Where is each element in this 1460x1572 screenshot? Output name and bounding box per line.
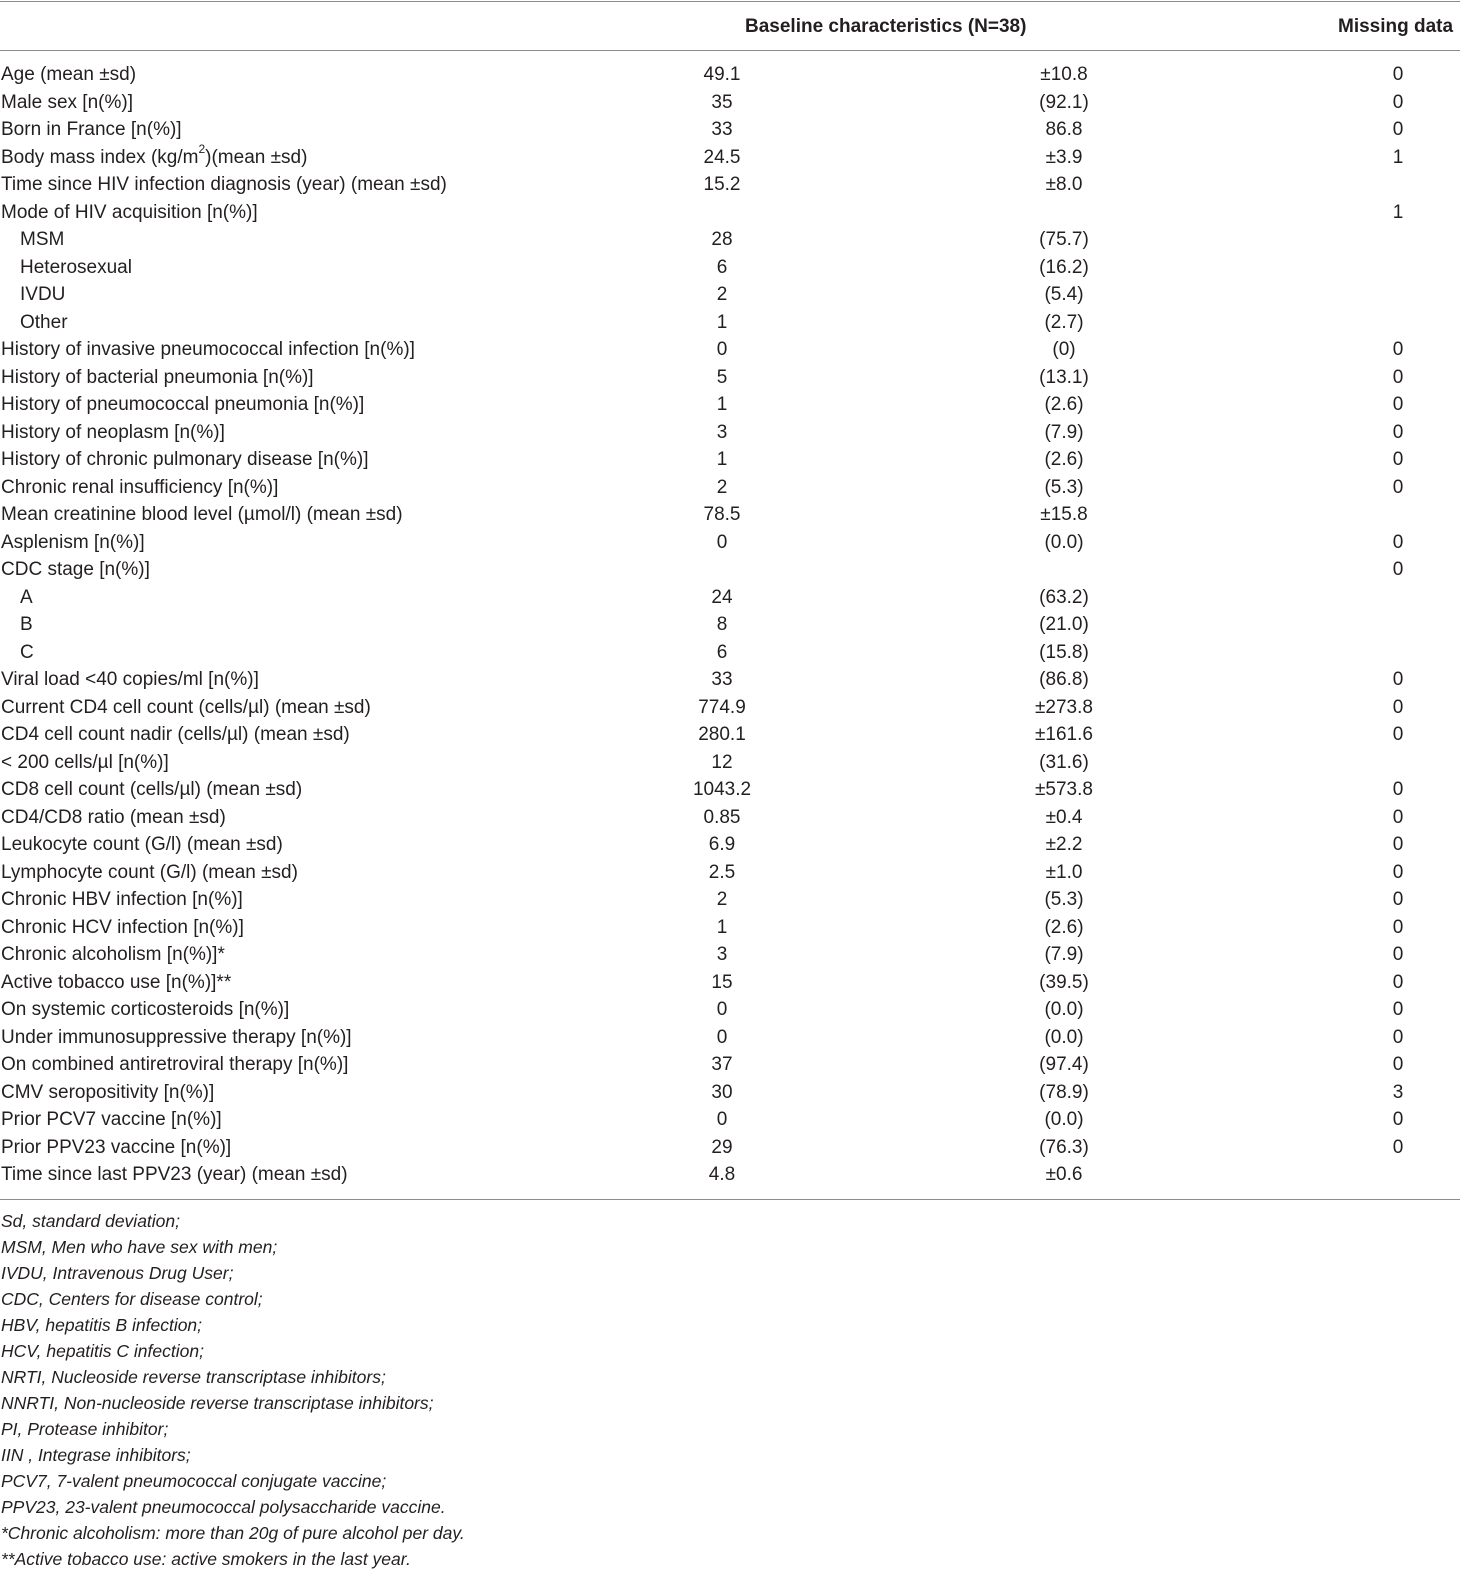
row-value: 24.5 — [703, 146, 741, 168]
row-label — [1, 144, 307, 172]
row-percent: (86.8) — [1039, 669, 1089, 690]
table-row — [0, 804, 1460, 832]
row-missing: 3 — [1392, 1081, 1404, 1103]
row-percent: (78.9) — [1039, 1081, 1089, 1103]
row-label: History of bacterial pneumonia [n(%)] — [1, 366, 314, 388]
row-missing: 0 — [1392, 806, 1404, 828]
row-label: Time since last PPV23 (year) (mean ±sd) — [1, 1164, 348, 1185]
row-percent: (2.6) — [1044, 916, 1084, 938]
table-row — [0, 1079, 1460, 1107]
footnote: PCV7, 7-valent pneumococcal conjugate vaccine; — [1, 1470, 387, 1491]
row-missing: 0 — [1392, 971, 1404, 993]
row-label: History of invasive pneumococcal infection [n(%)] — [1, 339, 415, 360]
row-missing: 0 — [1392, 394, 1404, 415]
row-percent: (92.1) — [1039, 91, 1089, 113]
row-missing: 0 — [1392, 119, 1404, 140]
row-percent: (5.4) — [1044, 284, 1084, 305]
row-value: 0 — [716, 999, 728, 1020]
row-value: 4.8 — [708, 1164, 736, 1185]
row-percent: (0.0) — [1044, 531, 1084, 553]
row-missing: 0 — [1392, 91, 1404, 113]
row-label-post: )(mean ±sd) — [205, 146, 308, 168]
row-percent: (76.3) — [1039, 1136, 1089, 1158]
row-value: 12 — [711, 751, 733, 773]
row-label: C — [20, 641, 34, 663]
table-row — [0, 391, 1460, 419]
table-row — [0, 749, 1460, 777]
row-percent: (2.6) — [1044, 394, 1084, 415]
row-label: Mode of HIV acquisition [n(%)] — [1, 201, 258, 223]
header-baseline: Baseline characteristics (N=38) — [745, 16, 1027, 37]
table-row — [0, 116, 1460, 144]
row-percent: (16.2) — [1039, 256, 1089, 278]
row-value: 37 — [711, 1054, 733, 1075]
row-missing: 0 — [1392, 64, 1404, 85]
row-value: 49.1 — [703, 64, 741, 85]
footnote: PPV23, 23-valent pneumococcal polysaccharide vaccine. — [1, 1496, 446, 1517]
table-row — [0, 1161, 1460, 1189]
row-percent: ±1.0 — [1045, 861, 1083, 883]
row-label: CD8 cell count (cells/µl) (mean ±sd) — [1, 779, 303, 800]
row-label: Born in France [n(%)] — [1, 119, 182, 140]
row-value: 2 — [716, 284, 728, 305]
header-missing-data: Missing data — [1338, 16, 1454, 37]
row-missing: 0 — [1392, 1026, 1404, 1048]
row-value: 6 — [716, 256, 728, 278]
table-row — [0, 1134, 1460, 1162]
row-missing: 0 — [1392, 531, 1404, 553]
row-percent: (5.3) — [1044, 889, 1084, 910]
footnote: IVDU, Intravenous Drug User; — [1, 1262, 234, 1283]
row-value: 1 — [716, 449, 728, 470]
row-percent: (2.6) — [1044, 449, 1084, 470]
row-label: Under immunosuppressive therapy [n(%)] — [1, 1026, 352, 1048]
row-percent: (0.0) — [1044, 1109, 1084, 1130]
row-value: 1 — [716, 311, 728, 333]
row-missing: 0 — [1392, 889, 1404, 910]
row-value: 0 — [716, 531, 728, 553]
footnote: Sd, standard deviation; — [1, 1210, 181, 1231]
row-value: 78.5 — [703, 504, 741, 525]
table-row — [0, 364, 1460, 392]
row-percent: ±0.6 — [1045, 1164, 1083, 1185]
row-label: Prior PPV23 vaccine [n(%)] — [1, 1136, 232, 1158]
table-row — [0, 336, 1460, 364]
row-percent: ±3.9 — [1045, 146, 1083, 168]
row-label: Age (mean ±sd) — [1, 64, 137, 85]
footnote: PI, Protease inhibitor; — [1, 1418, 169, 1439]
row-label: Other — [20, 311, 68, 333]
footnote: IIN , Integrase inhibitors; — [1, 1444, 191, 1465]
row-value: 0 — [716, 1026, 728, 1048]
row-label: CMV seropositivity [n(%)] — [1, 1081, 215, 1103]
row-label: < 200 cells/µl [n(%)] — [1, 751, 169, 773]
table-row — [0, 281, 1460, 309]
row-value: 6 — [716, 641, 728, 663]
row-label: On combined antiretroviral therapy [n(%)] — [1, 1054, 349, 1075]
row-label: CD4/CD8 ratio (mean ±sd) — [1, 806, 226, 828]
table-row — [0, 721, 1460, 749]
row-label: Chronic HCV infection [n(%)] — [1, 916, 244, 938]
row-missing: 0 — [1392, 944, 1404, 965]
row-value: 30 — [711, 1081, 733, 1103]
row-value: 774.9 — [698, 696, 746, 718]
table-row — [0, 144, 1460, 172]
row-value: 0 — [716, 1109, 728, 1130]
row-missing: 0 — [1392, 339, 1404, 360]
footnote: HBV, hepatitis B infection; — [1, 1314, 203, 1335]
row-missing: 0 — [1392, 999, 1404, 1020]
row-value: 280.1 — [698, 724, 746, 745]
table-header — [0, 2, 1460, 50]
row-label: CD4 cell count nadir (cells/µl) (mean ±sd) — [1, 724, 350, 745]
table-row — [0, 666, 1460, 694]
row-value: 2 — [716, 889, 728, 910]
table-row — [0, 831, 1460, 859]
table-row — [0, 1024, 1460, 1052]
row-missing: 0 — [1392, 421, 1404, 443]
table-row — [0, 226, 1460, 254]
row-value: 1 — [716, 916, 728, 938]
row-label: Male sex [n(%)] — [1, 91, 133, 113]
row-percent: ±8.0 — [1045, 174, 1083, 195]
row-percent: (39.5) — [1039, 971, 1089, 993]
table-row — [0, 1051, 1460, 1079]
row-value: 15 — [711, 971, 733, 993]
footnote: CDC, Centers for disease control; — [1, 1288, 263, 1309]
row-missing: 0 — [1392, 1109, 1404, 1130]
row-percent: ±15.8 — [1040, 504, 1088, 525]
row-percent: (31.6) — [1039, 751, 1089, 773]
row-label: Viral load <40 copies/ml [n(%)] — [1, 669, 259, 690]
row-missing: 0 — [1392, 916, 1404, 938]
row-missing: 0 — [1392, 696, 1404, 718]
row-label: Current CD4 cell count (cells/µl) (mean ±sd) — [1, 696, 371, 718]
row-percent: (21.0) — [1039, 614, 1089, 635]
table-row — [0, 446, 1460, 474]
row-missing: 0 — [1392, 559, 1404, 580]
row-label: Asplenism [n(%)] — [1, 531, 145, 553]
row-percent: ±2.2 — [1045, 834, 1083, 855]
row-percent: (0) — [1052, 339, 1076, 360]
row-value: 15.2 — [703, 174, 741, 195]
row-label-pre: Body mass index (kg/m — [1, 146, 199, 168]
row-percent: (7.9) — [1044, 944, 1084, 965]
row-value: 5 — [716, 366, 728, 388]
row-percent: (13.1) — [1039, 366, 1089, 388]
table-row — [0, 199, 1460, 227]
row-label: Heterosexual — [20, 256, 132, 278]
row-percent: (63.2) — [1039, 586, 1089, 608]
table-row — [0, 419, 1460, 447]
table-row — [0, 89, 1460, 117]
row-value: 3 — [716, 421, 728, 443]
row-label: IVDU — [20, 284, 66, 305]
table-row — [0, 611, 1460, 639]
table-row — [0, 61, 1460, 89]
row-label: MSM — [20, 229, 65, 250]
row-missing: 0 — [1392, 1054, 1404, 1075]
row-value: 33 — [711, 669, 733, 690]
row-percent: ±0.4 — [1045, 806, 1083, 828]
row-label: Leukocyte count (G/l) (mean ±sd) — [1, 834, 283, 855]
row-missing: 0 — [1392, 1136, 1404, 1158]
row-percent: (0.0) — [1044, 999, 1084, 1020]
footnote: NNRTI, Non-nucleoside reverse transcriptase inhibitors; — [1, 1392, 434, 1413]
row-value: 35 — [711, 91, 733, 113]
row-percent: (5.3) — [1044, 476, 1084, 498]
row-label: Lymphocyte count (G/l) (mean ±sd) — [1, 861, 298, 883]
row-missing: 0 — [1392, 476, 1404, 498]
row-percent: ±10.8 — [1040, 64, 1088, 85]
row-missing: 0 — [1392, 449, 1404, 470]
row-percent: ±573.8 — [1035, 779, 1093, 800]
footnotes — [0, 1200, 1460, 1572]
footnote: **Active tobacco use: active smokers in the last year. — [1, 1548, 411, 1569]
table-row — [0, 914, 1460, 942]
baseline-table — [0, 1, 1460, 1572]
row-percent: (97.4) — [1039, 1054, 1089, 1075]
row-label: History of pneumococcal pneumonia [n(%)] — [1, 394, 365, 415]
row-label: Active tobacco use [n(%)]** — [1, 971, 232, 993]
row-value: 24 — [711, 586, 733, 608]
table-row — [0, 474, 1460, 502]
row-label: History of chronic pulmonary disease [n(%)] — [1, 449, 369, 470]
row-label: Chronic renal insufficiency [n(%)] — [1, 476, 279, 498]
row-value: 2.5 — [708, 861, 736, 883]
row-value: 0.85 — [703, 806, 741, 828]
row-missing: 1 — [1392, 146, 1404, 168]
table-row — [0, 529, 1460, 557]
table-body — [0, 51, 1460, 1199]
row-percent: 86.8 — [1045, 119, 1083, 140]
row-percent: (0.0) — [1044, 1026, 1084, 1048]
row-missing: 0 — [1392, 779, 1404, 800]
row-value: 1043.2 — [692, 779, 752, 800]
table-row — [0, 941, 1460, 969]
row-value: 1 — [716, 394, 728, 415]
table-row — [0, 254, 1460, 282]
table-row — [0, 969, 1460, 997]
row-missing: 0 — [1392, 366, 1404, 388]
row-label: Prior PCV7 vaccine [n(%)] — [1, 1109, 222, 1130]
row-missing: 0 — [1392, 669, 1404, 690]
table-row — [0, 584, 1460, 612]
row-value: 0 — [716, 339, 728, 360]
row-missing: 0 — [1392, 861, 1404, 883]
footnote: *Chronic alcoholism: more than 20g of pure alcohol per day. — [1, 1522, 465, 1543]
row-label: Mean creatinine blood level (µmol/l) (mean ±sd) — [1, 504, 403, 525]
row-percent: ±273.8 — [1035, 696, 1093, 718]
table-row — [0, 996, 1460, 1024]
row-percent: (15.8) — [1039, 641, 1089, 663]
table-row — [0, 639, 1460, 667]
row-missing: 0 — [1392, 724, 1404, 745]
table-row — [0, 1106, 1460, 1134]
footnote: HCV, hepatitis C infection; — [1, 1340, 204, 1361]
row-missing: 1 — [1392, 201, 1404, 223]
row-value: 2 — [716, 476, 728, 498]
row-label: Chronic HBV infection [n(%)] — [1, 889, 243, 910]
row-value: 29 — [711, 1136, 733, 1158]
table-row — [0, 309, 1460, 337]
row-value: 8 — [716, 614, 728, 635]
row-percent: (75.7) — [1039, 229, 1089, 250]
row-percent: (2.7) — [1044, 311, 1084, 333]
row-percent: ±161.6 — [1035, 724, 1093, 745]
row-value: 3 — [716, 944, 728, 965]
row-value: 33 — [711, 119, 733, 140]
table-row — [0, 171, 1460, 199]
row-value: 6.9 — [708, 834, 736, 855]
footnote: NRTI, Nucleoside reverse transcriptase inhibitors; — [1, 1366, 386, 1387]
footnote: MSM, Men who have sex with men; — [1, 1236, 278, 1257]
row-label-sup: 2 — [198, 142, 206, 157]
row-value: 28 — [711, 229, 733, 250]
table-row — [0, 886, 1460, 914]
row-label: B — [20, 614, 33, 635]
table-row — [0, 556, 1460, 584]
table-row — [0, 859, 1460, 887]
row-label: History of neoplasm [n(%)] — [1, 421, 225, 443]
row-label: CDC stage [n(%)] — [1, 559, 150, 580]
row-percent: (7.9) — [1044, 421, 1084, 443]
table-row — [0, 776, 1460, 804]
row-label: Chronic alcoholism [n(%)]* — [1, 944, 225, 965]
row-label: Time since HIV infection diagnosis (year) (mean ±sd) — [1, 174, 447, 195]
row-label: A — [20, 586, 33, 608]
table-row — [0, 694, 1460, 722]
row-missing: 0 — [1392, 834, 1404, 855]
table-row — [0, 501, 1460, 529]
row-label: On systemic corticosteroids [n(%)] — [1, 999, 290, 1020]
